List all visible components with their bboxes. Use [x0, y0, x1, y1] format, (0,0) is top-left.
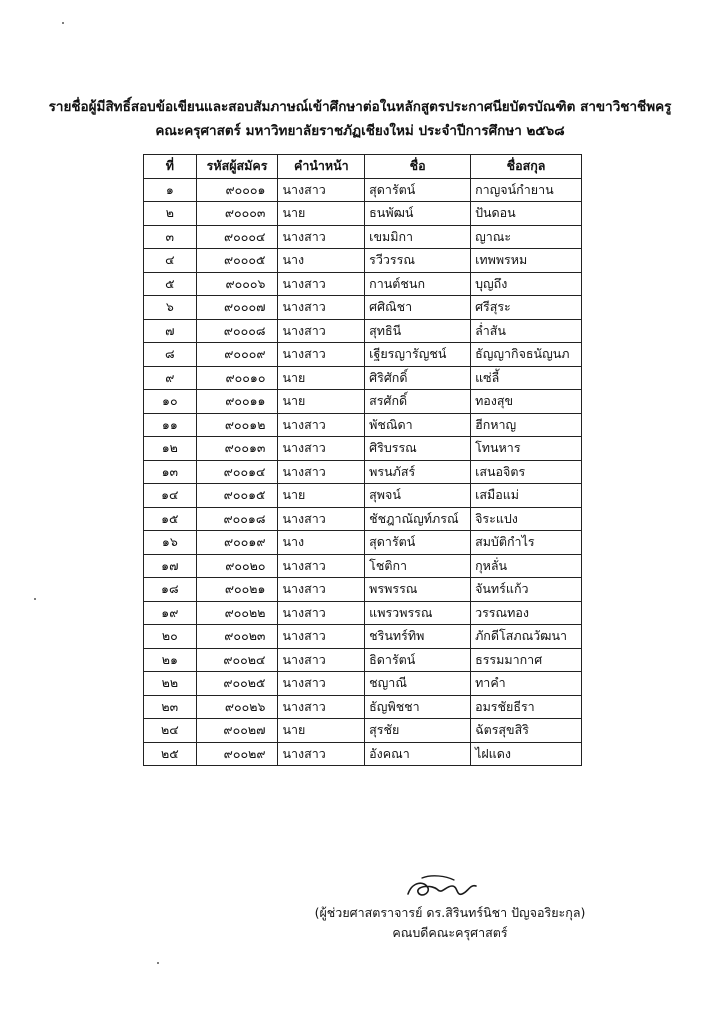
scan-speck	[34, 598, 36, 600]
cell-last-name: เทพพรหม	[471, 249, 582, 273]
cell-last-name: ทองสุข	[471, 390, 582, 414]
cell-prefix: นางสาว	[278, 507, 365, 531]
cell-prefix: นาย	[278, 366, 365, 390]
cell-last-name: อมรชัยธีรา	[471, 695, 582, 719]
cell-applicant-code: ๙๐๐๑๔	[196, 460, 278, 484]
col-header-no: ที่	[144, 155, 197, 179]
cell-applicant-code: ๙๐๐๑๙	[196, 531, 278, 555]
cell-applicant-code: ๙๐๐๒๓	[196, 625, 278, 649]
cell-number: ๑๐	[144, 390, 197, 414]
cell-first-name: พรพรรณ	[365, 578, 471, 602]
cell-first-name: กานต์ชนก	[365, 272, 471, 296]
cell-applicant-code: ๙๐๐๑๘	[196, 507, 278, 531]
cell-number: ๑๓	[144, 460, 197, 484]
cell-number: ๑๗	[144, 554, 197, 578]
table-row	[144, 413, 582, 437]
table-row	[144, 648, 582, 672]
cell-first-name: อังคณา	[365, 742, 471, 766]
cell-last-name: โทนหาร	[471, 437, 582, 461]
cell-last-name: ปันดอน	[471, 202, 582, 226]
cell-first-name: สุดารัตน์	[365, 178, 471, 202]
cell-applicant-code: ๙๐๐๐๘	[196, 319, 278, 343]
cell-last-name: แซ่ลี้	[471, 366, 582, 390]
cell-number: ๑๑	[144, 413, 197, 437]
cell-applicant-code: ๙๐๐๑๓	[196, 437, 278, 461]
table-row	[144, 672, 582, 696]
cell-applicant-code: ๙๐๐๒๐	[196, 554, 278, 578]
cell-number: ๗	[144, 319, 197, 343]
cell-number: ๑๘	[144, 578, 197, 602]
cell-applicant-code: ๙๐๐๒๑	[196, 578, 278, 602]
table-row	[144, 202, 582, 226]
cell-prefix: นาย	[278, 390, 365, 414]
cell-first-name: รวีวรรณ	[365, 249, 471, 273]
scan-speck	[157, 962, 159, 964]
cell-applicant-code: ๙๐๐๒๕	[196, 672, 278, 696]
cell-last-name: จิระแปง	[471, 507, 582, 531]
cell-applicant-code: ๙๐๐๑๒	[196, 413, 278, 437]
table-row	[144, 390, 582, 414]
table-row	[144, 366, 582, 390]
table-row	[144, 578, 582, 602]
cell-applicant-code: ๙๐๐๑๐	[196, 366, 278, 390]
cell-prefix: นางสาว	[278, 437, 365, 461]
cell-first-name: เฐียรญารัญชน์	[365, 343, 471, 367]
cell-last-name: กุหลั่น	[471, 554, 582, 578]
cell-number: ๒๓	[144, 695, 197, 719]
cell-first-name: พัชณิดา	[365, 413, 471, 437]
cell-last-name: ทาคำ	[471, 672, 582, 696]
cell-applicant-code: ๙๐๐๑๕	[196, 484, 278, 508]
cell-last-name: เสมือแม่	[471, 484, 582, 508]
cell-prefix: นางสาว	[278, 296, 365, 320]
cell-first-name: สุรชัย	[365, 719, 471, 743]
table-row	[144, 507, 582, 531]
cell-first-name: แพรวพรรณ	[365, 601, 471, 625]
cell-number: ๒๔	[144, 719, 197, 743]
cell-number: ๒๑	[144, 648, 197, 672]
cell-first-name: ชรินทร์ทิพ	[365, 625, 471, 649]
table-row	[144, 249, 582, 273]
cell-prefix: นาง	[278, 531, 365, 555]
cell-last-name: บุญถึง	[471, 272, 582, 296]
cell-last-name: ธัญญากิจธนัญนภ	[471, 343, 582, 367]
cell-number: ๑	[144, 178, 197, 202]
document-title-line-2: คณะครุศาสตร์ มหาวิทยาลัยราชภัฏเชียงใหม่ ประจำปีการศึกษา ๒๕๖๘	[155, 123, 565, 139]
cell-number: ๑๕	[144, 507, 197, 531]
cell-prefix: นางสาว	[278, 695, 365, 719]
cell-prefix: นางสาว	[278, 578, 365, 602]
cell-last-name: จันทร์แก้ว	[471, 578, 582, 602]
cell-prefix: นางสาว	[278, 319, 365, 343]
cell-last-name: ธรรมมากาศ	[471, 648, 582, 672]
cell-number: ๙	[144, 366, 197, 390]
cell-number: ๑๙	[144, 601, 197, 625]
table-row	[144, 695, 582, 719]
cell-last-name: ภักดีโสภณวัฒนา	[471, 625, 582, 649]
cell-prefix: นาย	[278, 202, 365, 226]
cell-prefix: นางสาว	[278, 742, 365, 766]
cell-applicant-code: ๙๐๐๐๑	[196, 178, 278, 202]
cell-number: ๕	[144, 272, 197, 296]
cell-prefix: นางสาว	[278, 460, 365, 484]
cell-applicant-code: ๙๐๐๐๙	[196, 343, 278, 367]
cell-applicant-code: ๙๐๐๒๒	[196, 601, 278, 625]
cell-number: ๖	[144, 296, 197, 320]
scan-speck	[62, 22, 64, 24]
cell-last-name: วรรณทอง	[471, 601, 582, 625]
cell-first-name: ศิริบรรณ	[365, 437, 471, 461]
table-row	[144, 319, 582, 343]
cell-applicant-code: ๙๐๐๒๗	[196, 719, 278, 743]
cell-first-name: ธนพัฒน์	[365, 202, 471, 226]
cell-first-name: พรนภัสร์	[365, 460, 471, 484]
candidate-table	[143, 154, 582, 766]
cell-first-name: สรศักดิ์	[365, 390, 471, 414]
cell-applicant-code: ๙๐๐๒๖	[196, 695, 278, 719]
cell-prefix: นางสาว	[278, 272, 365, 296]
cell-first-name: ธิดารัตน์	[365, 648, 471, 672]
cell-applicant-code: ๙๐๐๐๓	[196, 202, 278, 226]
table-row	[144, 460, 582, 484]
cell-first-name: ศศิณิชา	[365, 296, 471, 320]
cell-last-name: ฮีกหาญ	[471, 413, 582, 437]
table-row	[144, 601, 582, 625]
cell-first-name: ชัชฎาณัญท์ภรณ์	[365, 507, 471, 531]
table-header-row	[144, 155, 582, 179]
table-row	[144, 531, 582, 555]
cell-number: ๑๔	[144, 484, 197, 508]
cell-prefix: นางสาว	[278, 343, 365, 367]
table-row	[144, 225, 582, 249]
signatory-name: (ผู้ช่วยศาสตราจารย์ ดร.สิรินทร์นิชา ปัญจอริยะกุล)	[314, 905, 586, 920]
cell-last-name: ไฝแดง	[471, 742, 582, 766]
table-row	[144, 484, 582, 508]
cell-prefix: นางสาว	[278, 601, 365, 625]
cell-last-name: ญาณะ	[471, 225, 582, 249]
cell-applicant-code: ๙๐๐๒๙	[196, 742, 278, 766]
cell-first-name: สุดารัตน์	[365, 531, 471, 555]
cell-last-name: ล่ำสัน	[471, 319, 582, 343]
cell-prefix: นางสาว	[278, 178, 365, 202]
col-header-first-name: ชื่อ	[365, 155, 471, 179]
cell-applicant-code: ๙๐๐๒๔	[196, 648, 278, 672]
cell-first-name: สุทธินี	[365, 319, 471, 343]
cell-number: ๒๐	[144, 625, 197, 649]
col-header-last-name: ชื่อสกุล	[471, 155, 582, 179]
cell-last-name: ศรีสุระ	[471, 296, 582, 320]
table-row	[144, 554, 582, 578]
table-row	[144, 625, 582, 649]
cell-prefix: นาย	[278, 484, 365, 508]
cell-number: ๒๕	[144, 742, 197, 766]
cell-applicant-code: ๙๐๐๑๑	[196, 390, 278, 414]
table-row	[144, 272, 582, 296]
cell-last-name: เสนอจิตร	[471, 460, 582, 484]
cell-prefix: นางสาว	[278, 625, 365, 649]
table-row	[144, 719, 582, 743]
cell-prefix: นางสาว	[278, 672, 365, 696]
cell-number: ๘	[144, 343, 197, 367]
col-header-code: รหัสผู้สมัคร	[196, 155, 278, 179]
cell-prefix: นางสาว	[278, 554, 365, 578]
cell-last-name: กาญจน์กำยาน	[471, 178, 582, 202]
table-row	[144, 178, 582, 202]
cell-first-name: สุพจน์	[365, 484, 471, 508]
document-title-line-1: รายชื่อผู้มีสิทธิ์สอบข้อเขียนและสอบสัมภาษณ์เข้าศึกษาต่อในหลักสูตรประกาศนียบัตรบัณฑิต สาขาวิชาชีพครู	[48, 99, 672, 115]
cell-prefix: นาย	[278, 719, 365, 743]
table-row	[144, 742, 582, 766]
signatory-position: คณบดีคณะครุศาสตร์	[392, 925, 508, 940]
cell-applicant-code: ๙๐๐๐๔	[196, 225, 278, 249]
cell-first-name: โชติกา	[365, 554, 471, 578]
cell-number: ๒	[144, 202, 197, 226]
cell-first-name: ธัญพิชชา	[365, 695, 471, 719]
cell-number: ๓	[144, 225, 197, 249]
cell-first-name: เขมมิกา	[365, 225, 471, 249]
table-row	[144, 437, 582, 461]
cell-prefix: นางสาว	[278, 648, 365, 672]
table-row	[144, 296, 582, 320]
cell-number: ๔	[144, 249, 197, 273]
cell-number: ๑๒	[144, 437, 197, 461]
cell-first-name: ชญาณี	[365, 672, 471, 696]
cell-first-name: ศิริศักดิ์	[365, 366, 471, 390]
cell-number: ๑๖	[144, 531, 197, 555]
cell-applicant-code: ๙๐๐๐๕	[196, 249, 278, 273]
cell-last-name: สมบัติกำไร	[471, 531, 582, 555]
table-row	[144, 343, 582, 367]
cell-last-name: ฉัตรสุขสิริ	[471, 719, 582, 743]
cell-prefix: นางสาว	[278, 413, 365, 437]
cell-number: ๒๒	[144, 672, 197, 696]
cell-prefix: นางสาว	[278, 225, 365, 249]
cell-prefix: นาง	[278, 249, 365, 273]
cell-applicant-code: ๙๐๐๐๗	[196, 296, 278, 320]
col-header-prefix: คำนำหน้า	[278, 155, 365, 179]
cell-applicant-code: ๙๐๐๐๖	[196, 272, 278, 296]
